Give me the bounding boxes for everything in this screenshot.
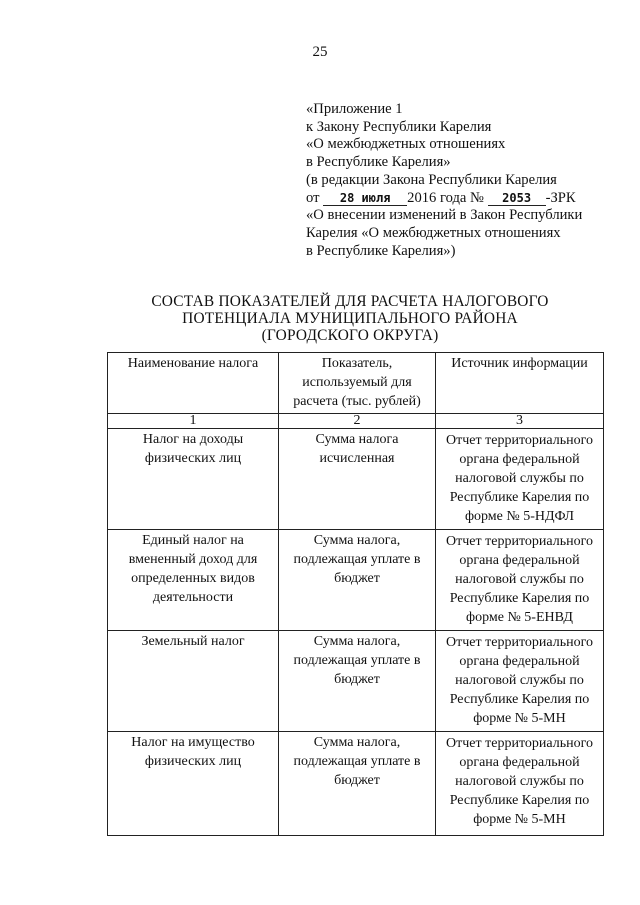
column-number: 1 [108,413,279,428]
table-header-row [108,353,604,414]
appendix-line: к Закону Республики Карелия [306,118,492,135]
column-header-source: Источник информации [436,353,604,414]
column-number: 3 [436,413,604,428]
appendix-line: «Приложение 1 [306,101,403,117]
indicator-cell: Сумма налога, подлежащая уплате в бюджет [279,529,436,630]
tax-indicators-table [107,352,604,836]
indicator-cell: Сумма налога, подлежащая уплате в бюджет [279,630,436,731]
source-cell: Отчет территориального органа федеральной налоговой службы по Республике Карелия по форме № 5-МН [436,630,604,731]
handwritten-law-number: 2053 [488,191,546,206]
source-cell: Отчет территориального органа федеральной налоговой службы по Республике Карелия по форме № 5-НДФЛ [436,428,604,529]
document-title [120,293,580,344]
appendix-line: «О межбюджетных отношениях [306,136,506,153]
table-row [108,630,604,731]
appendix-header [306,101,582,260]
column-number: 2 [279,413,436,428]
source-cell: Отчет территориального органа федеральной налоговой службы по Республике Карелия по форме № 5-ЕНВД [436,529,604,630]
appendix-line: «О внесении изменений в Закон Республики [306,207,583,224]
title-line: (ГОРОДСКОГО ОКРУГА) [261,327,439,344]
tax-name-cell: Земельный налог [108,630,279,731]
indicator-cell: Сумма налога, подлежащая уплате в бюджет [279,731,436,835]
appendix-line: в Республике Карелия») [306,242,456,259]
column-number-row [108,413,604,428]
column-header-indicator: Показатель, используемый для расчета (тыс. рублей) [279,353,436,414]
law-number-suffix: -ЗРК [545,189,576,206]
table-row [108,529,604,630]
source-cell: Отчет территориального органа федеральной налоговой службы по Республике Карелия по форме № 5-МН [436,731,604,835]
tax-name-cell: Налог на доходы физических лиц [108,428,279,529]
title-line: ПОТЕНЦИАЛА МУНИЦИПАЛЬНОГО РАЙОНА [182,310,518,327]
amendment-date-line [306,190,582,208]
appendix-line: (в редакции Закона Республики Карелия [306,171,557,188]
year-text: 2016 года № [407,189,484,206]
title-line: СОСТАВ ПОКАЗАТЕЛЕЙ ДЛЯ РАСЧЕТА НАЛОГОВОГО [151,293,549,310]
date-prefix: от [306,189,320,206]
table-row [108,428,604,529]
indicator-cell: Сумма налога исчисленная [279,428,436,529]
page-number: 25 [312,44,328,60]
appendix-line: в Республике Карелия» [306,154,451,171]
column-header-tax-name: Наименование налога [108,353,279,414]
appendix-line: Карелия «О межбюджетных отношениях [306,224,561,241]
tax-name-cell: Налог на имущество физических лиц [108,731,279,835]
tax-name-cell: Единый налог на вмененный доход для определенных видов деятельности [108,529,279,630]
handwritten-date: 28 июля [323,191,407,206]
table-row [108,731,604,835]
